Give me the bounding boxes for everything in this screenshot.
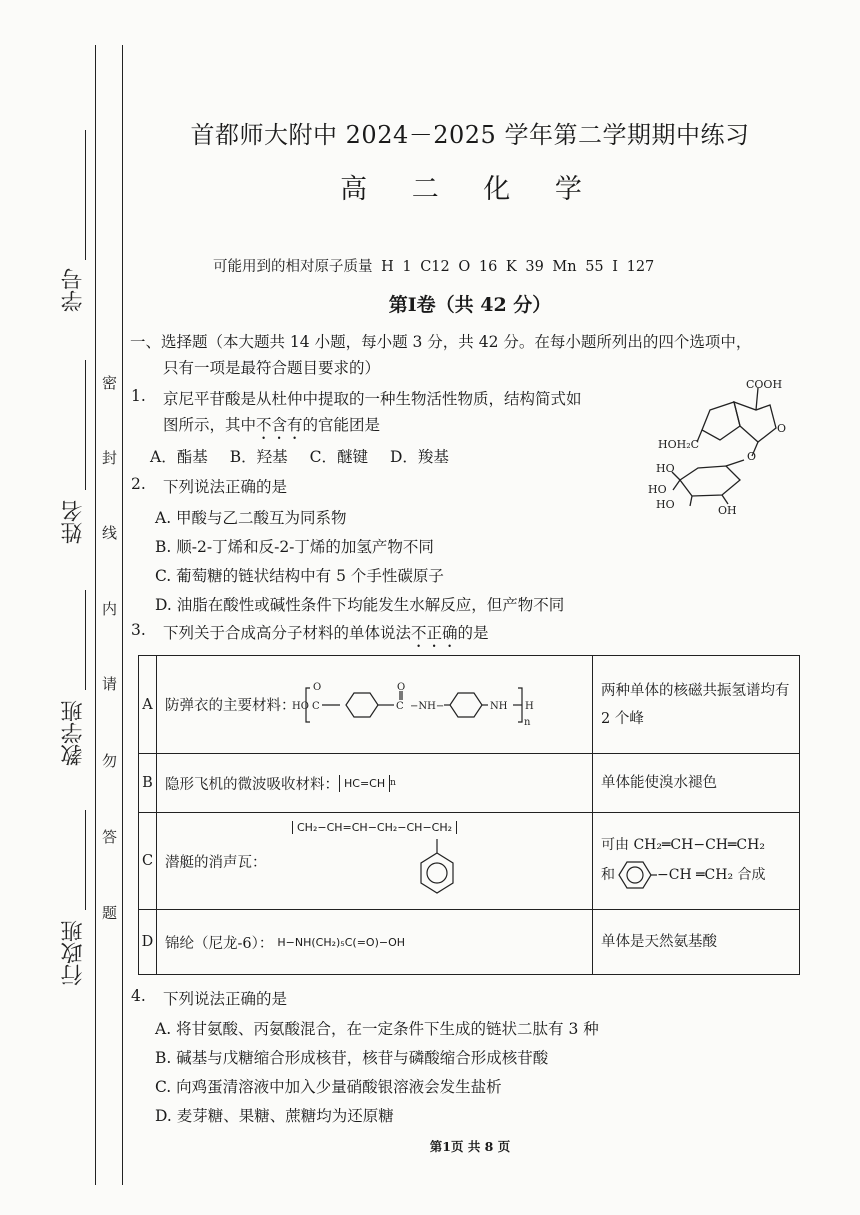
struct-ch2oh: HOH₂C: [658, 438, 700, 451]
q2-option-a[interactable]: A. 甲酸与乙二酸互为同系物: [155, 509, 347, 527]
struct-ho-2: HO: [648, 483, 667, 496]
struct-oh: OH: [718, 504, 737, 517]
q3-table: [138, 655, 800, 975]
seal-char: 请: [102, 675, 118, 693]
q3-row-b[interactable]: [139, 754, 800, 813]
q3-row-result: 单体是天然氨基酸: [593, 910, 800, 975]
q4-option-b[interactable]: B. 碱基与戊糖缩合形成核苷，核苷与磷酸缩合形成核苷酸: [155, 1049, 549, 1067]
admin-class-label: 行政班: [61, 920, 86, 986]
styrene-ring: [615, 859, 657, 891]
q3-emphasis: 不正确: [411, 624, 458, 642]
q3-row-a[interactable]: [139, 656, 800, 754]
seal-char: 内: [102, 600, 118, 618]
struct-ho-3: HO: [656, 498, 675, 511]
q3-row-result: 两种单体的核磁共振氢谱均有 2 个峰: [593, 656, 800, 754]
section-title: 第Ⅰ卷（共 42 分）: [388, 294, 552, 316]
q1-emphasis: 不含有: [256, 416, 303, 434]
q3-row-material: 隐形飞机的微波吸收材料： HC=CH n: [157, 754, 593, 813]
struct-ho-1: HO: [656, 462, 675, 475]
q3-row-result: 可由 CH₂═CH−CH═CH₂ 和 −CH ═CH₂ 合成: [593, 813, 800, 910]
formula-c2: C: [395, 700, 404, 712]
formula-nh2: NH: [489, 700, 507, 712]
formula-o1: O: [312, 681, 321, 693]
struct-cooh: COOH: [746, 378, 783, 391]
binding-line-inner: [122, 45, 123, 1185]
q2-stem: 下列说法正确的是: [163, 478, 288, 496]
q4-stem: 下列说法正确的是: [163, 990, 288, 1008]
struct-o-ring: O: [777, 422, 787, 435]
q2-option-c[interactable]: C. 葡萄糖的链状结构中有 5 个手性碳原子: [155, 567, 444, 585]
q3-row-material: 防弹衣的主要材料： HO C O C O −NH− NH H n: [157, 656, 593, 754]
atomic-masses: 可能用到的相对原子质量 H 1 C12 O 16 K 39 Mn 55 I 127: [213, 259, 655, 275]
q1-number: 1.: [131, 387, 146, 405]
seal-char: 答: [102, 828, 118, 846]
q1-stem: 京尼平苷酸是从杜仲中提取的一种生物活性物质，结构简式如: [163, 390, 582, 408]
formula-c1: C: [311, 700, 320, 712]
student-id-blank: [85, 130, 86, 260]
q1-option-a[interactable]: A．酯基: [150, 448, 208, 466]
q3-row-d[interactable]: [139, 910, 800, 975]
q2-option-d[interactable]: D. 油脂在酸性或碱性条件下均能发生水解反应，但产物不同: [155, 596, 565, 614]
sbr-phenyl-ring: [417, 839, 457, 901]
formula-n: n: [523, 716, 530, 728]
q4-option-c[interactable]: C. 向鸡蛋清溶液中加入少量硝酸银溶液会发生盐析: [155, 1078, 502, 1096]
q4-option-d[interactable]: D. 麦芽糖、果糖、蔗糖均为还原糖: [155, 1107, 394, 1125]
q3-row-material: 潜艇的消声瓦： CH₂−CH=CH−CH₂−CH−CH₂: [157, 813, 593, 910]
q4-number: 4.: [131, 987, 146, 1005]
student-id-label: 学号: [61, 268, 86, 312]
q3-row-material: 锦纶（尼龙-6）： H−NH(CH₂)₅C(=O)−OH: [157, 910, 593, 975]
page-number: 第1页 共 8 页: [429, 1139, 511, 1154]
formula-nh1: −NH−: [409, 700, 444, 712]
q1-options: [150, 445, 471, 467]
teaching-class-label: 教学班: [61, 700, 86, 766]
q1-stem-cont: 图所示，其中不含有的官能团是: [163, 416, 381, 434]
q3-row-label: B: [139, 754, 157, 813]
exam-subject: 高 二 化 学: [340, 174, 600, 205]
seal-char: 线: [102, 524, 118, 542]
kevlar-formula: [291, 680, 536, 730]
seal-char: 题: [102, 904, 118, 922]
formula-h: H: [524, 700, 534, 712]
formula-ho: HO: [291, 700, 309, 712]
q1-option-b[interactable]: B．羟基: [229, 448, 288, 466]
seal-char: 封: [102, 449, 118, 467]
q2-option-b[interactable]: B. 顺-2-丁烯和反-2-丁烯的加氢产物不同: [155, 538, 434, 556]
binding-line-outer: [95, 45, 96, 1185]
q3-row-label: C: [139, 813, 157, 910]
q3-number: 3.: [131, 621, 146, 639]
nylon6-formula: H−NH(CH₂)₅C(=O)−OH: [277, 935, 406, 949]
exam-title: 首都师大附中 2024－2025 学年第二学期期中练习: [190, 121, 750, 149]
q3-stem: 下列关于合成高分子材料的单体说法不正确的是: [163, 624, 489, 642]
polyacetylene-formula: HC=CH: [339, 775, 390, 792]
struct-o-link: O: [747, 450, 757, 463]
q1-option-d[interactable]: D．羧基: [389, 448, 449, 466]
q2-number: 2.: [131, 475, 146, 493]
q3-row-result: 单体能使溴水褪色: [593, 754, 800, 813]
geniposidic-acid-structure: [640, 380, 810, 520]
admin-class-blank: [85, 810, 86, 910]
formula-o2: O: [396, 681, 405, 693]
sbr-formula: CH₂−CH=CH−CH₂−CH−CH₂: [292, 821, 457, 834]
q1-option-c[interactable]: C．醚键: [309, 448, 368, 466]
q3-row-c[interactable]: [139, 813, 800, 910]
section-instructions-cont: 只有一项是最符合题目要求的）: [163, 359, 381, 377]
q3-row-label: D: [139, 910, 157, 975]
name-blank: [85, 360, 86, 490]
seal-char: 勿: [102, 752, 118, 770]
q3-row-label: A: [139, 656, 157, 754]
name-label: 姓名: [61, 500, 86, 544]
q4-option-a[interactable]: A. 将甘氨酸、丙氨酸混合，在一定条件下生成的链状二肽有 3 种: [155, 1020, 599, 1038]
seal-char: 密: [102, 374, 118, 392]
teaching-class-blank: [85, 590, 86, 690]
section-instructions: 一、选择题（本大题共 14 小题，每小题 3 分，共 42 分。在每小题所列出的四个选项中，: [130, 333, 752, 351]
